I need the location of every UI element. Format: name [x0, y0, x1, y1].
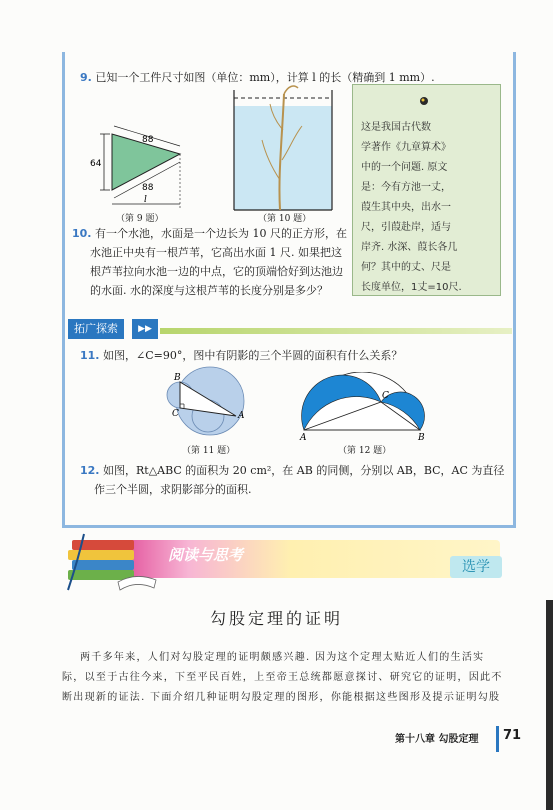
problem-text: 有一个水池，水面是一个边长为 10 尺的正方形，在 [95, 227, 347, 240]
section-label: 拓广探索 [68, 319, 124, 339]
note-line: 尺，引葭赴岸，适与 [361, 222, 451, 233]
figure-12 [296, 372, 426, 442]
note-line: 学著作《九章算术》 [361, 142, 451, 153]
figure-10 [228, 80, 340, 214]
figure-9 [84, 118, 194, 216]
section-rule [160, 328, 512, 334]
label-a: A [300, 433, 307, 442]
dim-l-label: l [144, 195, 147, 205]
note-line: 这是我国古代数 [361, 122, 431, 133]
pin-icon [418, 95, 430, 109]
problem-10-line-1 [72, 224, 347, 243]
label-b: B [418, 433, 425, 442]
problem-11 [80, 346, 402, 365]
chapter-label: 第十八章 勾股定理 [395, 734, 479, 745]
dim-side-label: 64 [90, 159, 102, 169]
note-line: 葭生其中央，出水一 [361, 202, 451, 213]
label-c: C [382, 391, 389, 401]
label-a: A [238, 411, 245, 421]
note-line: 是：今有方池一丈， [361, 182, 451, 193]
problem-12-line-1 [80, 461, 504, 480]
body-line-1: 两千多年来，人们对勾股定理的证明颇感兴趣. 因为这个定理太贴近人们的生活实 [80, 652, 485, 663]
problem-text: 如图，Rt△ABC 的面积为 20 cm²，在 AB 的同侧，分别以 AB，BC，AC 为直径 [103, 464, 505, 477]
problem-text: 如图，∠C=90°，图中有阴影的三个半圆的面积有什么关系？ [103, 349, 403, 362]
footer-divider [496, 726, 499, 752]
note-line: 岸齐. 水深、葭长各几 [361, 242, 458, 253]
books-icon [58, 530, 168, 594]
dim-bottom-label: 88 [142, 183, 154, 193]
problem-number: 11. [80, 349, 100, 362]
reading-title: 阅读与思考 [168, 546, 244, 564]
dim-top-label: 88 [142, 135, 154, 145]
caption-fig12: （第 12 题） [338, 446, 392, 456]
problem-12-line-2: 作三个半圆，求阴影部分的面积. [94, 483, 252, 496]
label-b: B [174, 373, 181, 383]
body-line-2: 际，以至于古往今来，下至平民百姓，上至帝王总统都愿意探讨、研究它的证明，因此不 [62, 672, 503, 683]
problem-10-line-3: 根芦苇拉向水池一边的中点，它的顶端恰好到达池边 [90, 265, 343, 278]
page-edge [546, 600, 553, 810]
label-c: C [172, 409, 179, 419]
problem-number: 10. [72, 227, 92, 240]
problem-text: 已知一个工件尺寸如图（单位：mm），计算 l 的长（精确到 1 mm）. [95, 71, 435, 84]
note-line: 何？其中的丈、尺是 [361, 262, 451, 273]
problem-10-line-4: 的水面. 水的深度与这根芦苇的长度分别是多少？ [90, 284, 328, 297]
note-line: 长度单位，1丈=10尺. [361, 282, 462, 293]
elective-badge: 选学 [450, 556, 502, 578]
problem-number: 9. [80, 71, 92, 84]
figure-11 [160, 364, 260, 442]
page-number: 71 [503, 728, 522, 743]
problem-10-line-2: 水池正中央有一根芦苇，它高出水面 1 尺. 如果把这 [90, 246, 342, 259]
problem-number: 12. [80, 464, 100, 477]
section-header-extension [64, 317, 515, 343]
note-text [361, 118, 462, 298]
body-line-3: 断出现新的证法. 下面介绍几种证明勾股定理的图形，你能根据这些图形及提示证明勾股 [62, 692, 501, 703]
note-line: 中的一个问题. 原文 [361, 162, 448, 173]
caption-fig10: （第 10 题） [258, 214, 312, 224]
double-arrow-icon: ▶▶ [132, 319, 158, 339]
caption-fig9: （第 9 题） [116, 214, 164, 224]
article-title: 勾股定理的证明 [209, 609, 343, 628]
caption-fig11: （第 11 题） [182, 446, 236, 456]
